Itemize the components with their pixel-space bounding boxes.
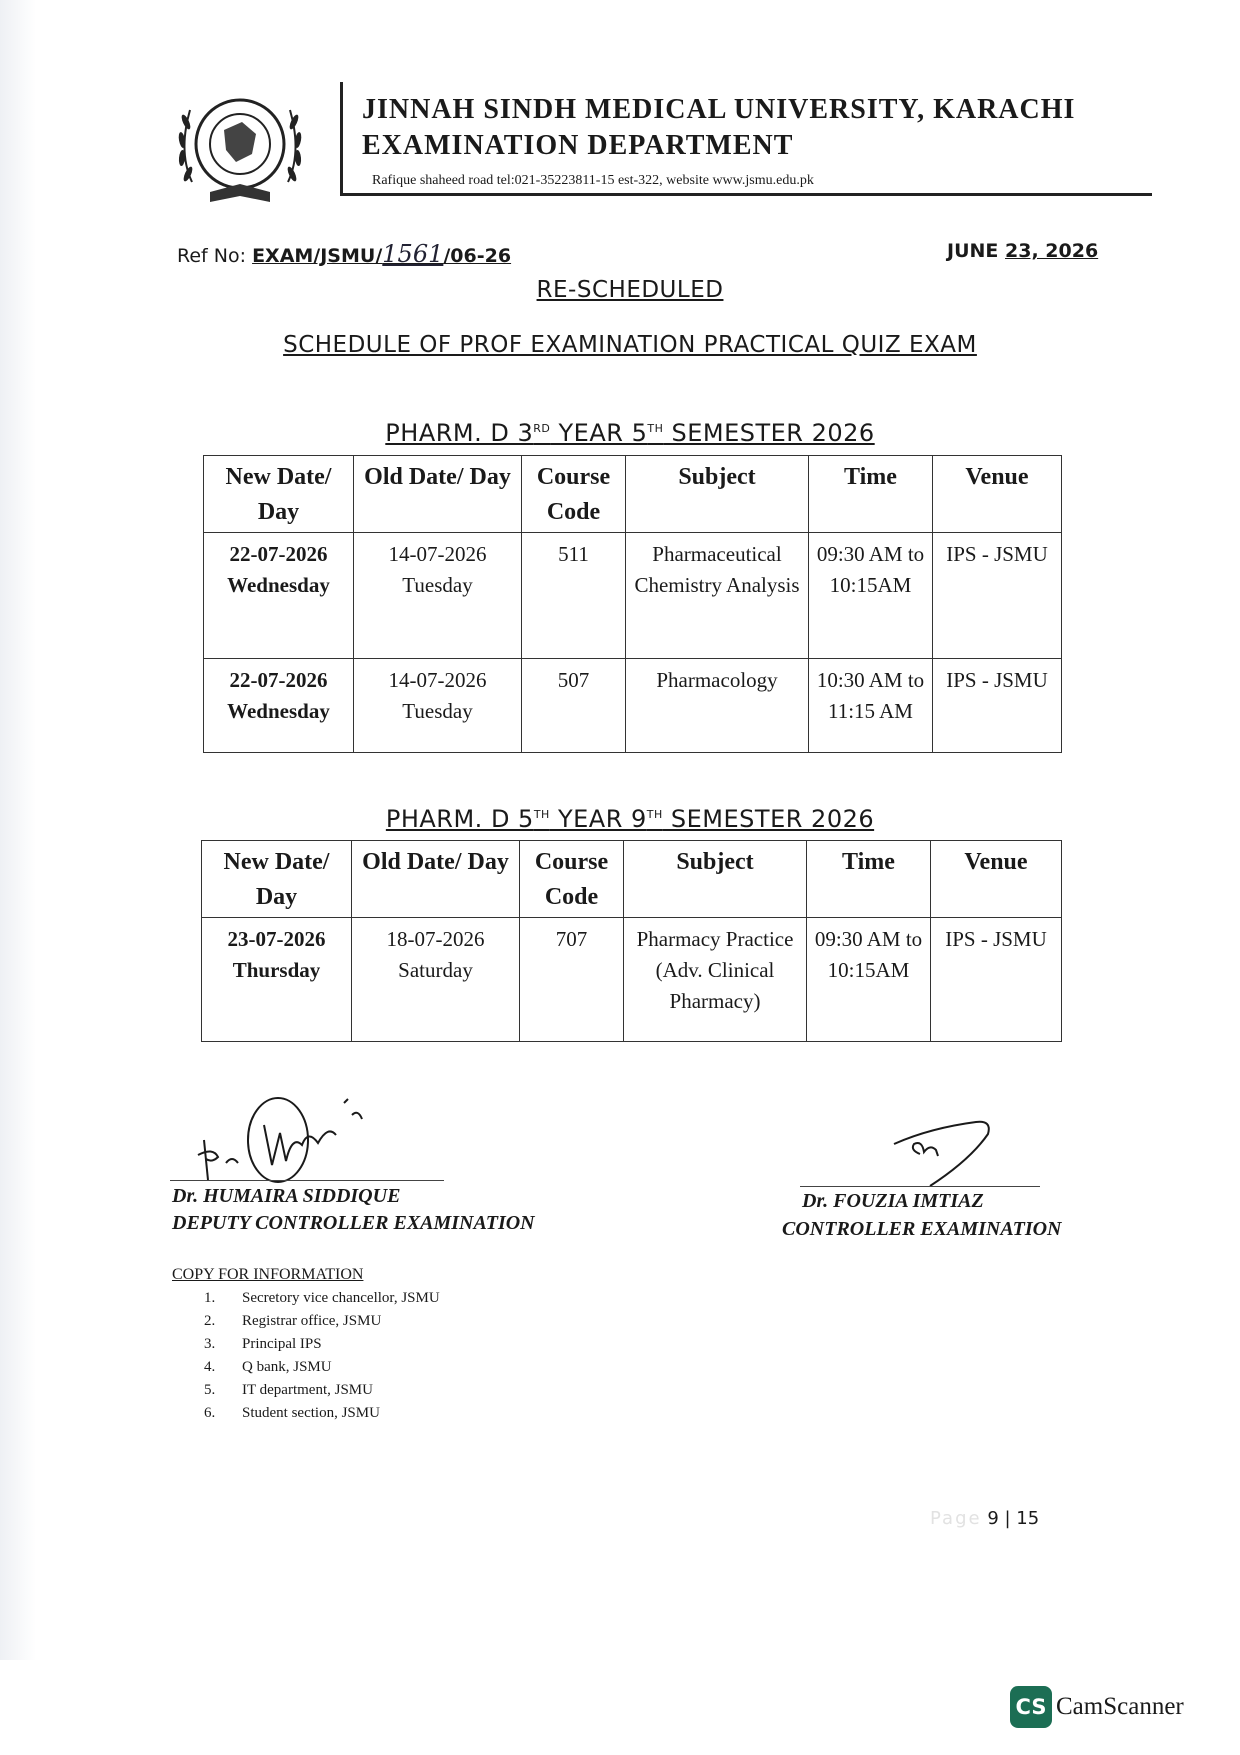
signature-deputy-controller (168, 1085, 408, 1195)
table-row (204, 659, 1062, 753)
col-header-venue: Venue (933, 456, 1062, 533)
section-2-title: PHARM. D 5TH YEAR 9TH SEMESTER 2026 (385, 805, 875, 833)
university-name: JINNAH SINDH MEDICAL UNIVERSITY, KARACHI (362, 94, 1076, 125)
col-header-subject: Subject (624, 841, 807, 918)
signature-line-1 (170, 1180, 444, 1181)
document-date (947, 240, 1098, 262)
new-date-cell: 22-07-2026 Wednesday (204, 659, 354, 753)
page-label: Page (930, 1508, 982, 1529)
time-cell: 10:30 AM to 11:15 AM (809, 659, 933, 753)
list-item: 4. Q bank, JSMU (204, 1359, 332, 1375)
rescheduled-heading: RE-SCHEDULED (536, 277, 724, 303)
old-date-cell: 14-07-2026 Tuesday (354, 659, 522, 753)
address-line: Rafique shaheed road tel:021-35223811-15 est-322, website www.jsmu.edu.pk (372, 173, 814, 188)
schedule-table-2 (201, 840, 1062, 1042)
time-cell: 09:30 AM to 10:15AM (809, 533, 933, 659)
new-date-cell: 23-07-2026 Thursday (202, 918, 352, 1042)
col-header-old-date: Old Date/ Day (354, 456, 522, 533)
signatory-1-name: Dr. HUMAIRA SIDDIQUE (172, 1185, 401, 1207)
table-header-row (204, 456, 1062, 533)
old-date-cell: 14-07-2026 Tuesday (354, 533, 522, 659)
schedule-heading: SCHEDULE OF PROF EXAMINATION PRACTICAL QUIZ EXAM (283, 332, 977, 358)
col-header-course-code: Course Code (520, 841, 624, 918)
signatory-2-title: CONTROLLER EXAMINATION (782, 1218, 1062, 1240)
camscanner-watermark (1010, 1686, 1184, 1728)
old-date-cell: 18-07-2026 Saturday (352, 918, 520, 1042)
signature-line-2 (800, 1186, 1040, 1187)
camscanner-text: CamScanner (1056, 1693, 1184, 1720)
copy-for-information-heading: COPY FOR INFORMATION (172, 1266, 364, 1283)
venue-cell: IPS - JSMU (933, 533, 1062, 659)
scan-edge-shadow (0, 0, 36, 1660)
course-code-cell: 511 (522, 533, 626, 659)
university-logo (170, 92, 310, 212)
venue-cell: IPS - JSMU (933, 659, 1062, 753)
ref-suffix: /06-26 (443, 245, 512, 267)
subject-cell: Pharmaceutical Chemistry Analysis (626, 533, 809, 659)
ref-label: Ref No: (177, 245, 247, 267)
col-header-time: Time (809, 456, 933, 533)
table-header-row (202, 841, 1062, 918)
reference-number (177, 240, 511, 268)
table-row (202, 918, 1062, 1042)
page-value: 9 | 15 (987, 1508, 1040, 1529)
list-item: 1. Secretory vice chancellor, JSMU (204, 1290, 440, 1306)
list-item: 2. Registrar office, JSMU (204, 1313, 382, 1329)
new-date-cell: 22-07-2026 Wednesday (204, 533, 354, 659)
ref-prefix: EXAM/JSMU/ (252, 245, 383, 267)
date-month: JUNE (947, 240, 999, 262)
venue-cell: IPS - JSMU (931, 918, 1062, 1042)
subject-cell: Pharmacology (626, 659, 809, 753)
col-header-new-date: New Date/ Day (202, 841, 352, 918)
ref-handwritten-number: 1561 (382, 240, 444, 268)
course-code-cell: 507 (522, 659, 626, 753)
schedule-table-1 (203, 455, 1062, 753)
time-cell: 09:30 AM to 10:15AM (807, 918, 931, 1042)
copy-recipient-list (204, 1290, 440, 1428)
signatory-1-title: DEPUTY CONTROLLER EXAMINATION (172, 1212, 535, 1234)
col-header-venue: Venue (931, 841, 1062, 918)
page-number (930, 1508, 1039, 1529)
signatory-2-name: Dr. FOUZIA IMTIAZ (802, 1190, 984, 1212)
signature-controller (880, 1110, 1030, 1190)
course-code-cell: 707 (520, 918, 624, 1042)
col-header-subject: Subject (626, 456, 809, 533)
department-name: EXAMINATION DEPARTMENT (362, 130, 794, 161)
header-vertical-rule (340, 82, 343, 194)
camscanner-logo-icon: CS (1010, 1686, 1052, 1728)
col-header-old-date: Old Date/ Day (352, 841, 520, 918)
list-item: 3. Principal IPS (204, 1336, 322, 1352)
col-header-time: Time (807, 841, 931, 918)
list-item: 5. IT department, JSMU (204, 1382, 373, 1398)
subject-cell: Pharmacy Practice (Adv. Clinical Pharmacy) (624, 918, 807, 1042)
col-header-new-date: New Date/ Day (204, 456, 354, 533)
section-1-title: PHARM. D 3RD YEAR 5TH SEMESTER 2026 (385, 419, 875, 447)
list-item: 6. Student section, JSMU (204, 1405, 380, 1421)
table-row (204, 533, 1062, 659)
date-day-year: 23, 2026 (1005, 240, 1099, 262)
header-horizontal-rule (340, 193, 1152, 196)
col-header-course-code: Course Code (522, 456, 626, 533)
